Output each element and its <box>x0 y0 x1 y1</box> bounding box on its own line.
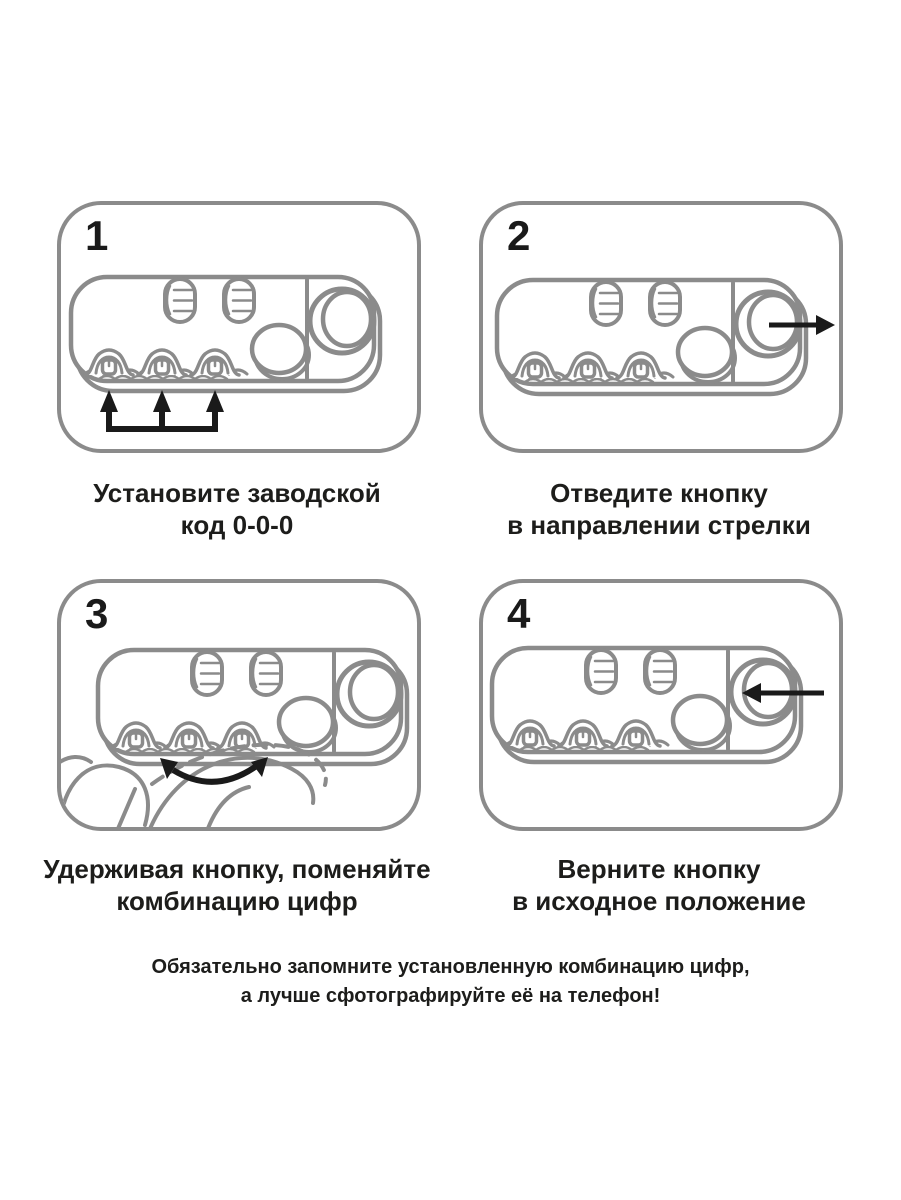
step-panel-1 <box>57 201 421 453</box>
rotate-arrows-icon <box>160 757 268 782</box>
footer-note-line1: Обязательно запомните установленную комбинацию цифр, <box>151 956 750 978</box>
step-caption-4-line1: Верните кнопку <box>557 854 761 884</box>
lock-illustration-step-4 <box>483 583 839 827</box>
step-panel-4 <box>479 579 843 831</box>
footer-note-line2: а лучше сфотографируйте её на телефон! <box>240 985 661 1007</box>
hand-sketch <box>61 745 326 827</box>
up-arrows-icon <box>100 390 224 432</box>
lock-illustration-step-2 <box>483 205 839 449</box>
step-caption-2 <box>437 477 881 541</box>
footer-note <box>0 953 901 1011</box>
lock-illustration-step-3 <box>61 583 417 827</box>
step-panel-2 <box>479 201 843 453</box>
step-number-2: 2 <box>507 212 531 259</box>
step-panel-3 <box>57 579 421 831</box>
step-caption-2-line2: в направлении стрелки <box>507 510 811 540</box>
step-caption-3 <box>15 853 459 917</box>
step-caption-4 <box>437 853 881 917</box>
step-caption-4-line2: в исходное положение <box>512 886 806 916</box>
step-caption-1-line2: код 0-0-0 <box>180 510 294 540</box>
step-caption-1 <box>15 477 459 541</box>
lock-illustration-step-1 <box>61 205 417 449</box>
step-number-4: 4 <box>507 590 531 637</box>
step-caption-1-line1: Установите заводской <box>93 478 381 508</box>
step-caption-2-line1: Отведите кнопку <box>550 478 768 508</box>
step-caption-3-line1: Удерживая кнопку, поменяйте <box>43 854 431 884</box>
step-caption-3-line2: комбинацию цифр <box>116 886 358 916</box>
step-number-3: 3 <box>85 590 109 637</box>
step-number-1: 1 <box>85 212 109 259</box>
